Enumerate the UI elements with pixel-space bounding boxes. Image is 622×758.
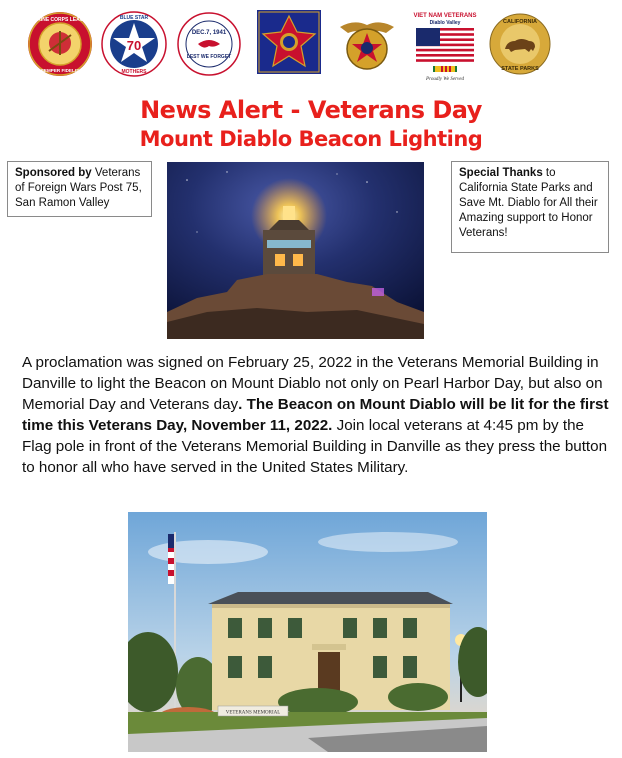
beacon-announcement: The Beacon on Mount Diablo will be lit for the first time this Veterans Day, November 11, 2022. bbox=[22, 396, 609, 434]
marine-corps-league-logo bbox=[27, 11, 93, 77]
blue-star-center-text: 70 bbox=[126, 38, 142, 53]
pearl-harbor-motto: LEST WE FORGET bbox=[186, 54, 232, 60]
vietnam-veterans-logo bbox=[409, 9, 481, 83]
thanks-text: to California State Parks and Save Mt. Diablo for All their Amazing support to Honor Veterans! bbox=[459, 167, 598, 239]
blue-star-bottom-text: MOTHERS bbox=[121, 69, 147, 75]
sponsor-text: Veterans of Foreign Wars Post 75, San Ramon Valley bbox=[15, 167, 142, 209]
blue-star-mothers-logo bbox=[100, 11, 168, 77]
event-details: Join local veterans at 4:45 pm by the Flag pole in front of the Veterans Memorial Building in Danville as they press the button to honor all who have served in the United States Military. bbox=[22, 417, 608, 476]
sponsor-box bbox=[7, 161, 152, 217]
vietnam-logo-tagline: Proudly We Served bbox=[426, 77, 464, 82]
beacon-photo bbox=[167, 162, 424, 339]
proclamation-period: . bbox=[238, 396, 247, 413]
headline-beacon-lighting: Mount Diablo Beacon Lighting bbox=[139, 127, 483, 151]
vfw-logo bbox=[257, 10, 321, 74]
headline-news-alert: News Alert - Veterans Day bbox=[140, 96, 482, 124]
vietnam-logo-title: VIET NAM VETERANS bbox=[413, 13, 477, 19]
sponsor-label: Sponsored by bbox=[15, 167, 92, 179]
american-legion-logo bbox=[336, 13, 398, 73]
service-ribbon-icon bbox=[433, 66, 457, 72]
proclamation-paragraph bbox=[22, 352, 614, 478]
flag-icon bbox=[168, 534, 174, 584]
pearl-harbor-date: DEC.7, 1941 bbox=[191, 30, 227, 36]
thanks-label: Special Thanks bbox=[459, 167, 543, 179]
us-flag-icon bbox=[416, 28, 474, 62]
california-state-parks-logo bbox=[489, 13, 551, 75]
state-parks-line1: CALIFORNIA bbox=[503, 19, 537, 25]
marine-logo-ring-text: MARINE CORPS LEAGUE bbox=[29, 17, 91, 23]
proclamation-text: A proclamation was signed on February 25, 2022 in the Veterans Memorial Building in Danville to light the Beacon on Mount Diablo not only on Pearl Harbor Day, but also on Memorial Day and Veterans day bbox=[22, 354, 603, 413]
vietnam-logo-subtitle: Diablo Valley bbox=[429, 20, 461, 26]
veterans-memorial-building-photo bbox=[128, 512, 487, 752]
building-sign-text: VETERANS MEMORIAL bbox=[225, 710, 281, 716]
blue-star-ring-text: BLUE STAR bbox=[119, 15, 149, 21]
special-thanks-box bbox=[451, 161, 609, 253]
marine-logo-bottom-text: SEMPER FIDELIS bbox=[40, 68, 80, 73]
logo-row bbox=[0, 6, 622, 86]
state-parks-line2: STATE PARKS bbox=[501, 66, 539, 72]
pearl-harbor-logo bbox=[176, 12, 242, 76]
